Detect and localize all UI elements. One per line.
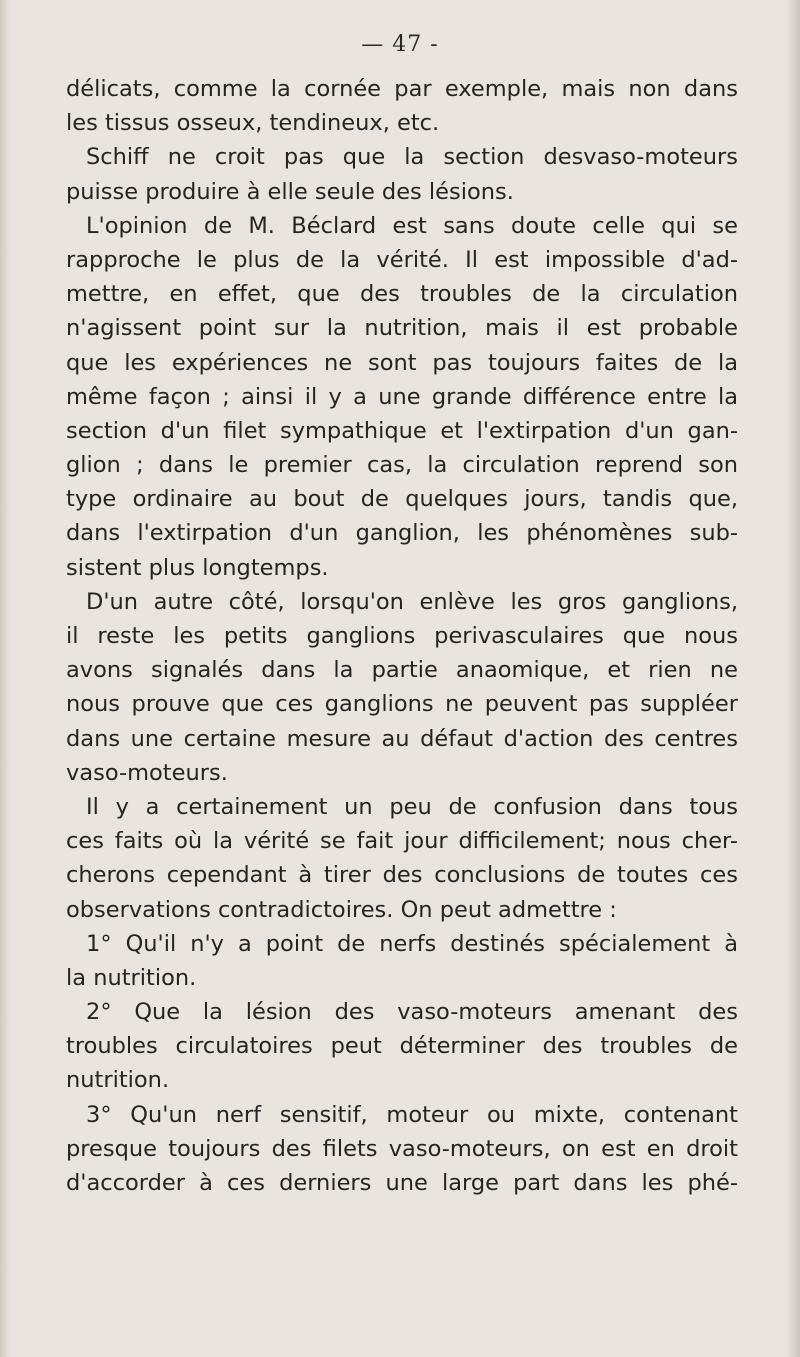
page-left-edge: [0, 0, 10, 1357]
page-right-edge: [786, 0, 800, 1357]
text-line: vaso-moteurs.: [66, 759, 228, 786]
text-line: même façon ; ainsi il y a une grande différence entre la: [66, 383, 738, 410]
text-line: que les expériences ne sont pas toujours faites de la: [66, 349, 738, 376]
page-number: — 47 -: [361, 32, 439, 57]
text-line: Il y a certainement un peu de confusion dans tous: [86, 793, 738, 820]
text-line: d'accorder à ces derniers une large part dans les phé-: [66, 1170, 738, 1196]
text-line: presque toujours des filets vaso-moteurs, on est en droit: [66, 1135, 738, 1162]
text-line: 3° Qu'un nerf sensitif, moteur ou mixte, contenant: [86, 1101, 738, 1128]
text-line: délicats, comme la cornée par exemple, mais non dans: [66, 76, 738, 102]
text-line: n'agissent point sur la nutrition, mais il est probable: [66, 315, 738, 342]
text-line: L'opinion de M. Béclard est sans doute celle qui se: [86, 212, 738, 239]
text-line: observations contradictoires. On peut admettre :: [66, 896, 617, 923]
text-line: glion ; dans le premier cas, la circulation reprend son: [66, 452, 738, 479]
text-line: type ordinaire au bout de quelques jours, tandis que,: [66, 486, 738, 513]
text-line: avons signalés dans la partie anaomique, et rien ne: [66, 657, 738, 684]
text-line: sistent plus longtemps.: [66, 554, 329, 581]
text-line: 2° Que la lésion des vaso-moteurs amenant des: [86, 999, 738, 1026]
body-text: [66, 72, 738, 1200]
text-line: il reste les petits ganglions perivasculaires que nous: [66, 623, 738, 649]
text-line: puisse produire à elle seule des lésions.: [66, 178, 514, 205]
text-line: la nutrition.: [66, 964, 197, 991]
text-line: dans une certaine mesure au défaut d'action des centres: [66, 725, 738, 752]
text-line: mettre, en effet, que des troubles de la circulation: [66, 281, 738, 308]
text-line: D'un autre côté, lorsqu'on enlève les gros ganglions,: [86, 588, 738, 615]
text-line: rapproche le plus de la vérité. Il est impossible d'ad-: [66, 246, 738, 273]
text-line: les tissus osseux, tendineux, etc.: [66, 110, 440, 137]
text-line: section d'un filet sympathique et l'extirpation d'un gan-: [66, 417, 738, 444]
text-line: cherons cependant à tirer des conclusions de toutes ces: [66, 862, 738, 889]
text-line: nutrition.: [66, 1067, 170, 1094]
text-line: nous prouve que ces ganglions ne peuvent pas suppléer: [66, 691, 738, 718]
text-line: 1° Qu'il n'y a point de nerfs destinés spécialement à: [86, 930, 738, 957]
text-line: dans l'extirpation d'un ganglion, les phénomènes sub-: [66, 520, 738, 547]
text-line: Schiff ne croit pas que la section desvaso-moteurs: [86, 144, 738, 171]
text-line: ces faits où la vérité se fait jour difficilement; nous cher-: [66, 828, 738, 855]
text-line: troubles circulatoires peut déterminer des troubles de: [66, 1033, 738, 1060]
